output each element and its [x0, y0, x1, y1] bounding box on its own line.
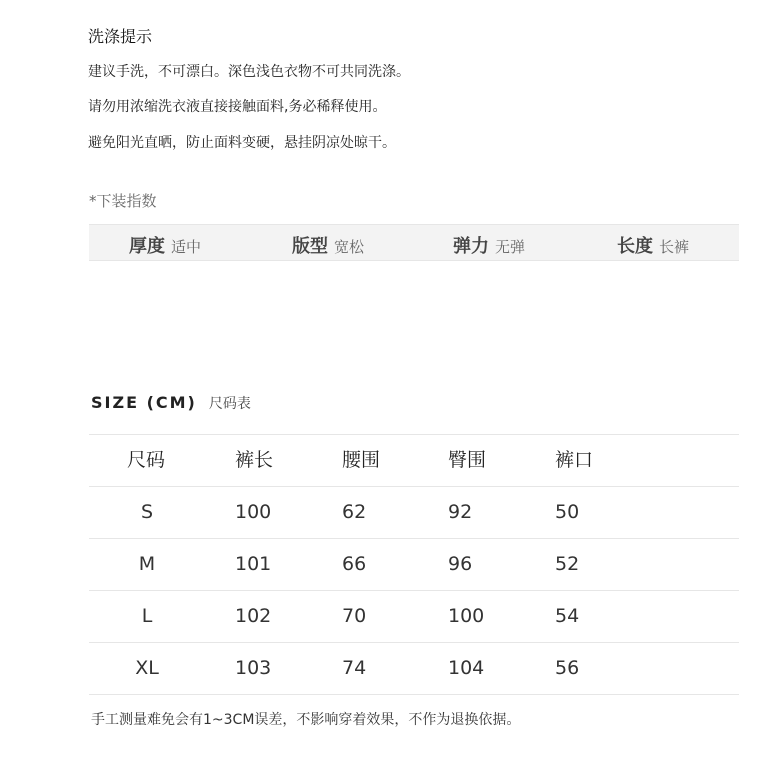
size-chart-heading [91, 393, 251, 413]
table-cell: 66 [342, 553, 367, 575]
table-cell: XL [135, 657, 159, 679]
size-chart-title-en: SIZE (CM) [91, 393, 197, 412]
wash-line: 避免阳光直晒，防止面料变硬，悬挂阴凉处晾干。 [88, 135, 396, 151]
table-row [89, 590, 739, 642]
size-table [89, 434, 739, 695]
table-cell: 104 [448, 657, 485, 679]
table-row [89, 642, 739, 695]
attribute-value: 长裤 [659, 238, 690, 256]
wash-title: 洗涤提示 [88, 27, 153, 46]
attribute-key: 弹力 [453, 236, 489, 257]
table-cell: 54 [555, 605, 580, 627]
table-cell: 74 [342, 657, 367, 679]
size-chart-title-cn: 尺码表 [208, 396, 251, 412]
wash-line: 请勿用浓缩洗衣液直接接触面料,务必稀释使用。 [88, 99, 387, 115]
attribute-key: 长度 [617, 236, 653, 257]
table-cell: 52 [555, 553, 580, 575]
table-header-cell: 裤口 [555, 449, 594, 471]
attributes-bar [89, 224, 739, 261]
table-cell: 96 [448, 553, 473, 575]
table-cell: M [138, 553, 156, 575]
table-row [89, 486, 739, 538]
table-cell: 70 [342, 605, 367, 627]
table-cell: 56 [555, 657, 580, 679]
table-header-row [89, 434, 739, 486]
table-header-cell: 尺码 [127, 449, 166, 471]
table-cell: 103 [235, 657, 272, 679]
table-cell: 100 [235, 501, 272, 523]
table-cell: 101 [235, 553, 272, 575]
table-header-cell: 裤长 [235, 449, 274, 471]
table-header-cell: 腰围 [342, 449, 381, 471]
measurement-note: 手工测量难免会有1~3CM误差，不影响穿着效果，不作为退换依据。 [91, 712, 521, 728]
table-header-cell: 臀围 [448, 449, 487, 471]
table-cell: S [140, 501, 154, 523]
attribute-fit [292, 232, 364, 258]
attribute-thickness [129, 232, 201, 258]
attribute-key: 版型 [292, 236, 328, 257]
table-cell: L [141, 605, 153, 627]
table-cell: 102 [235, 605, 272, 627]
table-cell: 50 [555, 501, 580, 523]
attribute-length [617, 232, 689, 258]
attribute-value: 适中 [171, 238, 202, 256]
attributes-title: *下装指数 [89, 192, 157, 210]
table-row [89, 538, 739, 590]
attribute-value: 宽松 [334, 238, 365, 256]
attribute-value: 无弹 [495, 238, 526, 256]
attribute-key: 厚度 [129, 236, 165, 257]
wash-line: 建议手洗，不可漂白。深色浅色衣物不可共同洗涤。 [88, 64, 410, 80]
table-cell: 92 [448, 501, 473, 523]
attribute-elasticity [453, 232, 525, 258]
table-cell: 62 [342, 501, 367, 523]
table-cell: 100 [448, 605, 485, 627]
